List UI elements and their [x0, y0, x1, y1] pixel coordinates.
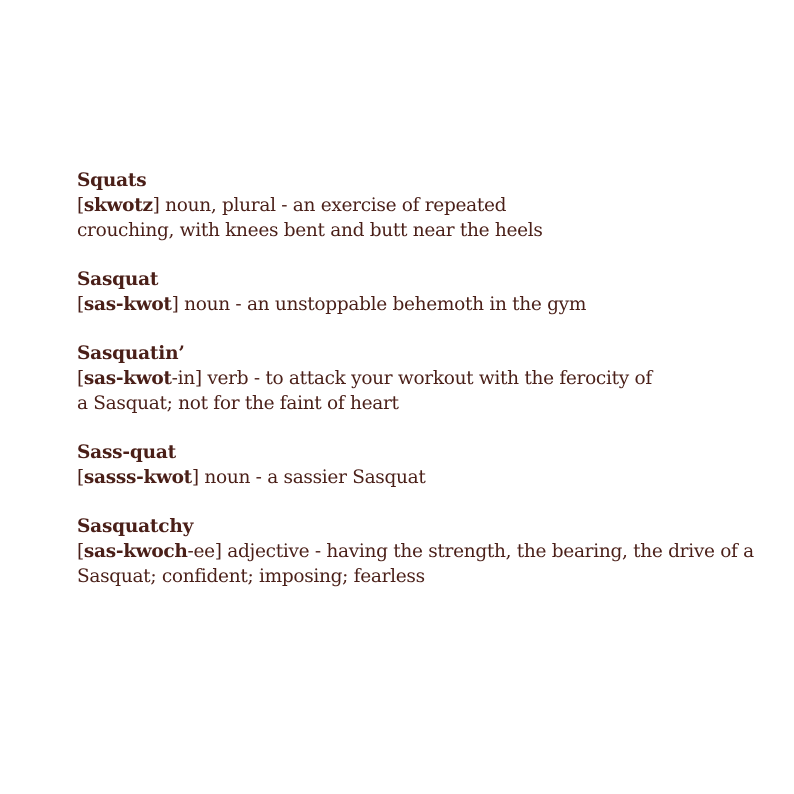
- entry-definition: [77, 465, 767, 490]
- pronunciation-bold: sasss-kwot: [83, 467, 192, 488]
- entry-definition: [77, 292, 767, 317]
- pronunciation-close-bracket: ]: [191, 467, 199, 488]
- definition-list: [77, 168, 767, 613]
- pronunciation-rest: -ee: [187, 541, 215, 562]
- entry-definition: [77, 193, 597, 243]
- entry-sasquatin: [77, 341, 767, 416]
- pronunciation-open-bracket: [: [77, 294, 84, 315]
- entry-definition: [77, 539, 767, 589]
- entry-sasquat: [77, 267, 767, 317]
- pronunciation-close-bracket: ]: [214, 541, 222, 562]
- definition-text: noun, plural - an exercise of repeated crouching, with knees bent and butt near the heels: [77, 195, 543, 241]
- entry-term: Sasquat: [77, 269, 159, 290]
- pronunciation-open-bracket: [: [77, 467, 84, 488]
- entry-term: Sass-quat: [77, 442, 176, 463]
- entry-definition: [77, 366, 667, 416]
- entry-term: Sasquatchy: [77, 516, 194, 537]
- pronunciation-close-bracket: ]: [171, 294, 179, 315]
- entry-squats: [77, 168, 767, 243]
- definition-text: noun - a sassier Sasquat: [198, 467, 426, 488]
- definition-text: verb - to attack your workout with the ferocity of a Sasquat; not for the faint of heart: [77, 368, 652, 414]
- definition-text: noun - an unstoppable behemoth in the gym: [178, 294, 587, 315]
- entry-term: Sasquatin’: [77, 343, 185, 364]
- pronunciation-close-bracket: ]: [152, 195, 160, 216]
- pronunciation-rest: -in: [171, 368, 195, 389]
- entry-sass-quat: [77, 440, 767, 490]
- pronunciation-bold: skwotz: [83, 195, 153, 216]
- pronunciation-bold: sas-kwot: [83, 368, 172, 389]
- entry-sasquatchy: [77, 514, 767, 589]
- pronunciation-close-bracket: ]: [194, 368, 202, 389]
- definition-text: adjective - having the strength, the bearing, the drive of a Sasquat; confident; imposing; fearless: [77, 541, 754, 587]
- pronunciation-open-bracket: [: [77, 541, 84, 562]
- pronunciation-open-bracket: [: [77, 195, 84, 216]
- pronunciation-bold: sas-kwoch: [83, 541, 188, 562]
- pronunciation-open-bracket: [: [77, 368, 84, 389]
- entry-term: Squats: [77, 170, 147, 191]
- pronunciation-bold: sas-kwot: [83, 294, 172, 315]
